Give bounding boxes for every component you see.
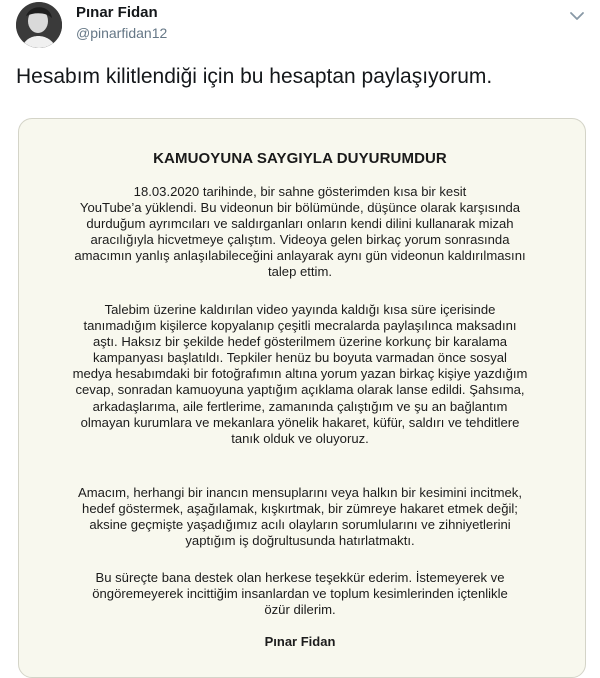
tweet-text: Hesabım kilitlendiği için bu hesaptan paylaşıyorum. xyxy=(16,65,493,88)
avatar[interactable] xyxy=(16,2,62,48)
paragraph-line: tanımadığım kişilerce kopyalanıp çeşitli mecralarda paylaşılınca maksadını xyxy=(83,318,517,334)
paragraph-line: arkadaşlarıma, aile fertlerime, zamanında çalıştığım ve şu an bağlantım xyxy=(92,398,508,414)
display-name[interactable]: Pınar Fidan xyxy=(76,4,158,21)
statement-signature: Pınar Fidan xyxy=(264,634,336,649)
statement-paragraph xyxy=(40,184,560,281)
profile-photo-icon xyxy=(16,2,62,48)
statement-paragraph xyxy=(40,485,560,549)
statement-paragraph xyxy=(40,302,560,447)
paragraph-line: Talebim üzerine kaldırılan video yayında kaldığı kısa süre içerisinde xyxy=(104,302,496,317)
paragraph-line: aştı. Haksız bir şekilde hedef gösterilmem üzerine korkunç bir karalama xyxy=(92,334,508,350)
paragraph-line: Amacım, herhangi bir inancın mensuplarını veya halkın bir kesimini incitmek, xyxy=(78,485,522,500)
paragraph-line: amacımın yanlış anlaşılabileceğini anlayarak aynı gün videonun kaldırılmasını xyxy=(74,248,526,264)
paragraph-line: yaptığım iş doğrultusunda hatırlatmaktı. xyxy=(185,533,415,549)
paragraph-line: hedef göstermek, aşağılamak, kışkırtmak, bir zümreye hakaret etmek değil; xyxy=(82,501,518,517)
paragraph-line: durduğum ayrımcıları ve saldırganları onların kendi dilini kullanarak mizah xyxy=(86,216,514,232)
paragraph-line: medya hesabımdaki bir fotoğrafımın altına yorum yazan birkaç kişiye yazdığım xyxy=(72,366,528,382)
paragraph-line: cevap, sonradan kamuoyuna yaptığım açıklama olarak lanse edildi. Şahsıma, xyxy=(75,382,525,398)
chevron-down-icon[interactable] xyxy=(567,6,587,26)
paragraph-line: aksine geçmişte yaşadığımız acılı olayların sorumlularını ve zihniyetlerini xyxy=(89,517,511,533)
paragraph-line: talep ettim. xyxy=(267,264,333,280)
tweet-header xyxy=(0,0,600,52)
paragraph-line: aracılığıyla hicvetmeye çalıştım. Videoya gelen birkaç yorum sonrasında xyxy=(90,232,510,248)
paragraph-line: Bu süreçte bana destek olan herkese teşekkür ederim. İstemeyerek ve xyxy=(95,570,505,585)
paragraph-line: tanık olduk ve oluyoruz. xyxy=(231,430,369,446)
paragraph-line: YouTube’a yüklendi. Bu videonun bir bölümünde, düşünce olarak karşısında xyxy=(79,200,521,216)
paragraph-line: özür dilerim. xyxy=(264,602,336,618)
paragraph-line: olmayan kurumlara ve mekanlara yönelik hakaret, küfür, saldırı ve tehditlere xyxy=(80,414,520,430)
paragraph-line: öngöremeyerek incittiğim insanlardan ve toplum kesimlerinden içtenlikle xyxy=(92,586,508,602)
paragraph-line: 18.03.2020 tarihinde, bir sahne gösterimden kısa bir kesit xyxy=(133,184,467,199)
paragraph-line: kampanyası başlatıldı. Tepkiler henüz bu boyuta varmadan önce sosyal xyxy=(93,350,507,366)
user-handle[interactable]: @pinarfidan12 xyxy=(76,25,168,41)
statement-paragraph xyxy=(40,570,560,618)
statement-title: KAMUOYUNA SAYGIYLA DUYURUMDUR xyxy=(153,150,447,167)
